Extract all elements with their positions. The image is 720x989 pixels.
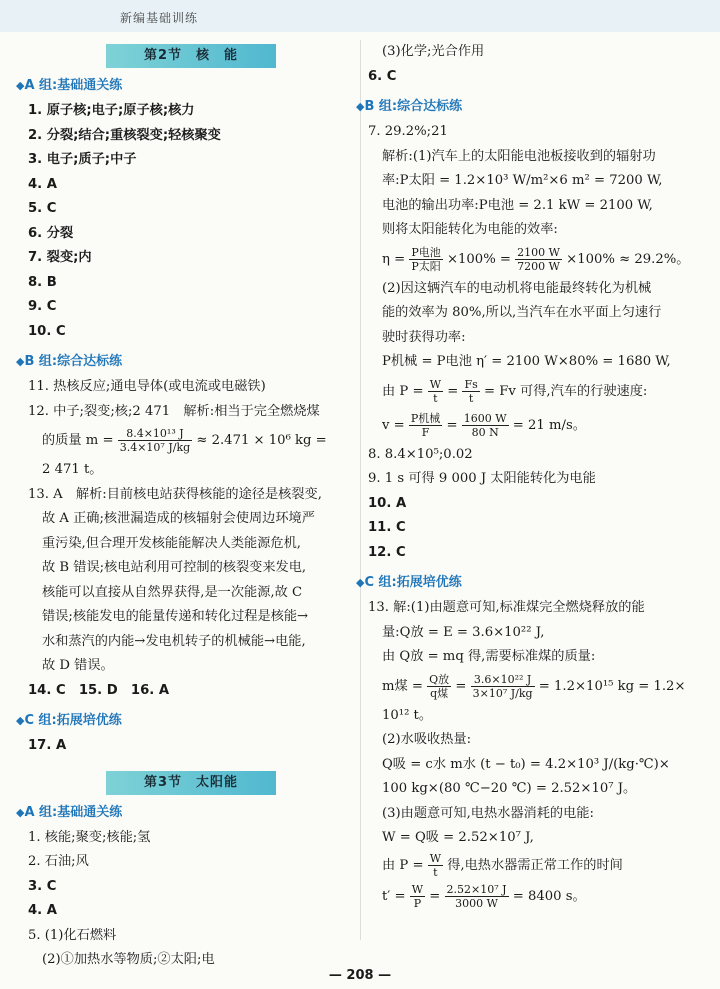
solution-line: (2)水吸收热量:: [382, 732, 472, 747]
solution-line: W = Q吸 = 2.52×10⁷ J,: [382, 830, 534, 845]
answer-12-result: 2 471 t。: [42, 462, 103, 477]
fraction: $\frac{W}{P}$: [411, 882, 424, 910]
section-title-nuclear: 第2节 核 能: [106, 44, 276, 68]
solar-answer-9: 9. 1 s 可得 9 000 J 太阳能转化为电能: [368, 471, 596, 486]
solar-answer-1: 1. 核能;聚变;核能;氢: [28, 829, 151, 845]
solution-line: 量:Q放 = E = 3.6×10²² J,: [382, 624, 545, 640]
answer-6: 6. 分裂: [28, 225, 74, 241]
solution-line: 由 Q放 = mq 得,需要标准煤的质量:: [382, 649, 596, 664]
page-number: — 208 —: [328, 968, 392, 983]
time-formula: t′ = $\frac{W}{P}$ = $\frac{\text{2.52×10⁷ J}}{3000 W}$ = 8400 s。: [382, 882, 586, 910]
fraction: $\frac{\text{8.4×10¹³ J}}{\text{3.4×10⁷ J/kg}}$: [119, 427, 191, 454]
solar-answer-11: 11. C: [368, 520, 406, 535]
answer-9: 9. C: [28, 299, 57, 314]
section-title-solar: 第3节 太阳能: [106, 771, 276, 795]
solution-line: 解析:(1)汽车上的太阳能电池板接收到的辐射功: [382, 148, 656, 164]
fraction: $\frac{\text{3.6×10²² J}}{\text{3×10⁷ J/kg}}$: [472, 672, 533, 700]
answer-13-line: 故 B 错误;核电站利用可控制的核裂变来发电,: [42, 560, 307, 575]
answer-13-line: 核能可以直接从自然界获得,是一次能源,故 C: [42, 584, 303, 600]
diamond-icon: ◆: [16, 79, 25, 92]
answer-13-line: 错误;核能发电的能量传递和转化过程是核能→: [42, 609, 309, 624]
fraction: P机械 F: [410, 411, 441, 439]
fraction: Q放 q煤: [429, 672, 450, 700]
answer-2: 2. 分裂;结合;重核裂变;轻核聚变: [28, 127, 221, 143]
fraction: $\frac{1600 W}{80 N}$: [463, 411, 507, 439]
fraction: P电池 P太阳: [411, 245, 441, 273]
answer-5: 5. C: [28, 201, 57, 216]
fraction: $\frac{\text{2.52×10⁷ J}}{3000 W}$: [446, 882, 507, 910]
coal-mass-formula: m煤 = Q放 q煤 = $\frac{\text{3.6×10²² J}}{\text{3×10⁷ J/kg}}$ = 1.2×10¹⁵ kg = 1.2×: [382, 672, 686, 700]
page-header-band: [0, 0, 720, 32]
answer-17: 17. A: [28, 738, 67, 753]
group-a-heading: ◆A 组:基础通关练: [16, 78, 123, 93]
time-formula-intro: 由 P = $\frac{W}{t}$ 得,电热水器需正常工作的时间: [382, 851, 623, 879]
solution-line: 能的效率为 80%,所以,当汽车在水平面上匀速行: [382, 305, 662, 320]
answer-8: 8. B: [28, 274, 57, 290]
answer-11: 11. 热核反应;通电导体(或电流或电磁铁): [28, 379, 266, 394]
diamond-icon: ◆: [356, 100, 365, 113]
answer-13: 13. A 解析:目前核电站获得核能的途径是核裂变,: [28, 486, 322, 502]
solar-answer-13: 13. 解:(1)由题意可知,标准煤完全燃烧释放的能: [368, 600, 645, 615]
answer-14-16: 14. C 15. D 16. A: [28, 682, 170, 698]
diamond-icon: ◆: [356, 576, 365, 589]
solution-line: 则将太阳能转化为电能的效率:: [382, 222, 558, 237]
right-column: [356, 40, 702, 913]
answer-4: 4. A: [28, 176, 57, 192]
solar-answer-5b: (2)①加热水等物质;②太阳;电: [42, 952, 215, 967]
fraction: $\frac{2100 W}{7200 W}$: [517, 245, 560, 273]
solution-line: (3)由题意可知,电热水器消耗的电能:: [382, 805, 594, 821]
group-c2-heading: ◆C 组:拓展培优练: [356, 575, 462, 590]
answer-13-line: 水和蒸汽的内能→发电机转子的机械能→电能,: [42, 633, 306, 649]
group-b2-heading: ◆B 组:综合达标练: [356, 99, 463, 114]
efficiency-formula: η = P电池 P太阳 ×100% = $\frac{2100 W}{7200 W}$ ×100% ≈ 29.2%。: [382, 245, 690, 273]
solar-answer-3: 3. C: [28, 878, 57, 894]
solar-answer-4: 4. A: [28, 903, 57, 918]
answer-7: 7. 裂变;内: [28, 250, 92, 265]
group-a2-heading: ◆A 组:基础通关练: [16, 804, 123, 820]
solution-line: 100 kg×(80 ℃−20 ℃) = 2.52×10⁷ J。: [382, 781, 637, 796]
diamond-icon: ◆: [16, 805, 25, 819]
solar-answer-10: 10. A: [368, 495, 407, 511]
solution-line: 10¹² t。: [382, 707, 433, 723]
answer-10: 10. C: [28, 323, 66, 339]
solar-answer-6: 6. C: [368, 68, 397, 84]
answer-13-line: 重污染,但合理开发核能能解决人类能源危机,: [42, 535, 301, 551]
solution-line: 驶时获得功率:: [382, 329, 466, 345]
solar-answer-7: 7. 29.2%;21: [368, 124, 448, 139]
group-b-heading: ◆B 组:综合达标练: [16, 354, 123, 369]
column-divider: [360, 40, 361, 940]
answer-13-line: 故 A 正确;核泄漏造成的核辐射会使周边环境严: [42, 511, 315, 526]
solution-line: 率:P太阳 = 1.2×10³ W/m²×6 m² = 7200 W,: [382, 173, 663, 188]
solar-answer-5c: (3)化学;光合作用: [382, 44, 485, 59]
solution-line: Q吸 = c水 m水 (t − t₀) = 4.2×10³ J/(kg·℃)×: [382, 756, 670, 772]
answer-1: 1. 原子核;电子;原子核;核力: [28, 103, 195, 118]
solar-answer-2: 2. 石油;风: [28, 854, 89, 869]
answer-12: 12. 中子;裂变;核;2 471 解析:相当于完全燃烧煤: [28, 403, 320, 419]
solution-line: 电池的输出功率:P电池 = 2.1 kW = 2100 W,: [382, 197, 653, 213]
book-title: 新编基础训练: [120, 11, 199, 25]
power-formula: 由 P = $\frac{W}{t}$ = $\frac{Fs}{t}$ = Fv 可得,汽车的行驶速度:: [382, 377, 648, 405]
left-column: [16, 40, 358, 973]
diamond-icon: ◆: [16, 355, 25, 368]
answer-13-line: 故 D 错误。: [42, 658, 114, 673]
fraction: $\frac{W}{t}$: [429, 377, 442, 405]
answer-3: 3. 电子;质子;中子: [28, 152, 137, 167]
solar-answer-12: 12. C: [368, 544, 406, 560]
fraction: $\frac{Fs}{t}$: [464, 377, 478, 405]
answer-12-formula: 的质量 m = $\frac{\text{8.4×10¹³ J}}{\text{3.4×10⁷ J/kg}}$ ≈ 2.471 × 10⁶ kg =: [42, 427, 327, 454]
speed-formula: v = P机械 F = $\frac{1600 W}{80 N}$ = 21 m/s。: [382, 411, 586, 439]
diamond-icon: ◆: [16, 714, 25, 727]
solar-answer-5: 5. (1)化石燃料: [28, 927, 117, 943]
solution-line: (2)因这辆汽车的电动机将电能最终转化为机械: [382, 280, 652, 296]
solution-line: P机械 = P电池 η′ = 2100 W×80% = 1680 W,: [382, 354, 671, 369]
fraction: $\frac{W}{t}$: [429, 851, 442, 879]
solar-answer-8: 8. 8.4×10⁵;0.02: [368, 446, 473, 462]
group-c-heading: ◆C 组:拓展培优练: [16, 713, 122, 728]
